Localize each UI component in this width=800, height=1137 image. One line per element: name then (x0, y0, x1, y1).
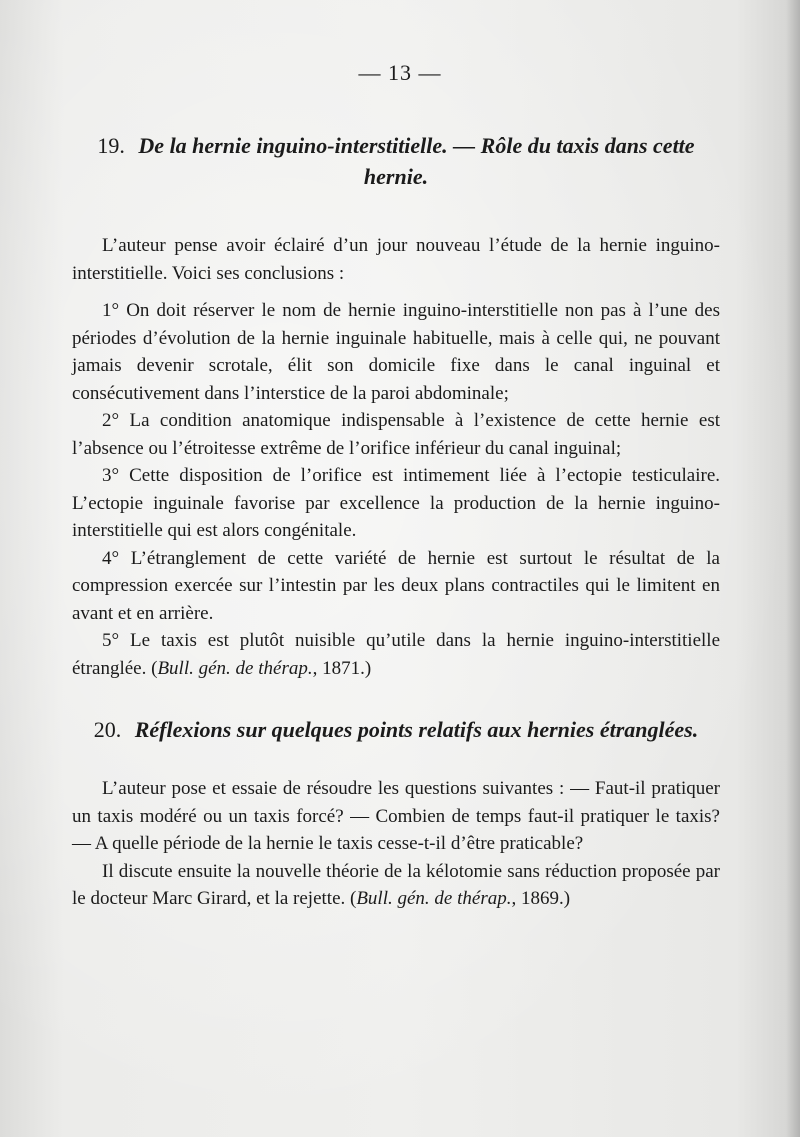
citation-year: 1869. (520, 888, 564, 909)
citation-year: 1871. (322, 657, 365, 679)
page-number: — 13 — (358, 60, 442, 85)
conclusion-5-text: 5° Le taxis est plutôt nuisible qu’utile dans la hernie inguino-interstitielle étranglée. (72, 630, 720, 679)
section-19-title (72, 130, 720, 192)
conclusion-4: 4° L’étranglement de cette variété de hernie est surtout le résultat de la compression exercée sur l’intestin par les deux plans contractiles qui le limitent en avant et en arrière. (72, 547, 720, 624)
section-20-paragraph-2: Il discute ensuite la nouvelle théorie de la kélotomie sans réduction proposée par le docteur Marc Girard, et la rejette. (Bull. gén. de thérap., 1869.) (72, 860, 720, 909)
section-20-title (72, 714, 720, 745)
page-edge-shadow (786, 0, 800, 1137)
section-19-heading: De la hernie inguino-interstitielle. — Rôle du taxis dans cette hernie. (138, 133, 695, 189)
conclusion-5: 5° Le taxis est plutôt nuisible qu’utile dans la hernie inguino-interstitielle étranglée. (Bull. gén. de thérap., 1871.) (72, 630, 720, 679)
section-20-heading: Réflexions sur quelques points relatifs aux hernies étranglées. (134, 717, 699, 742)
section-20-paragraph-1: L’auteur pose et essaie de résoudre les questions suivantes : — Faut-il pratiquer un taxis modéré ou un taxis forcé? — Combien de temps faut-il pratiquer le taxis? — A quelle période de la hernie le taxis cesse-t-il d’être praticable? (72, 778, 720, 854)
section-19-intro: L’auteur pense avoir éclairé d’un jour nouveau l’étude de la hernie inguino-interstitielle. Voici ses conclusions : (72, 235, 720, 284)
section-20 (72, 714, 720, 913)
section-19-number: 19. (97, 133, 125, 158)
conclusion-3: 3° Cette disposition de l’orifice est intimement liée à l’ectopie testiculaire. L’ectopie inguinale favorise par excellence la production de la hernie inguino-interstitielle qui est alors congénitale. (72, 465, 720, 541)
section-19 (72, 130, 720, 682)
page-content (72, 130, 720, 913)
section-20-paragraph-2-text: Il discute ensuite la nouvelle théorie de la kélotomie sans réduction proposée par le docteur Marc Girard, et la rejette. (72, 860, 720, 909)
citation-source: Bull. gén. de thérap. (356, 888, 512, 909)
section-20-number: 20. (93, 717, 122, 742)
citation-source: Bull. gén. de thérap. (157, 657, 313, 679)
conclusion-1: 1° On doit réserver le nom de hernie inguino-interstitielle non pas à l’une des périodes d’évolution de la hernie inguinale habituelle, mais à celle qui, ne pouvant jamais devenir scrotale, élit son domicile fixe dans le canal inguinal et consécutivement dans l’interstice de la paroi abdominale; (72, 300, 720, 404)
conclusion-2: 2° La condition anatomique indispensable à l’existence de cette hernie est l’absence ou l’étroitesse extrême de l’orifice inférieur du canal inguinal; (72, 410, 720, 459)
